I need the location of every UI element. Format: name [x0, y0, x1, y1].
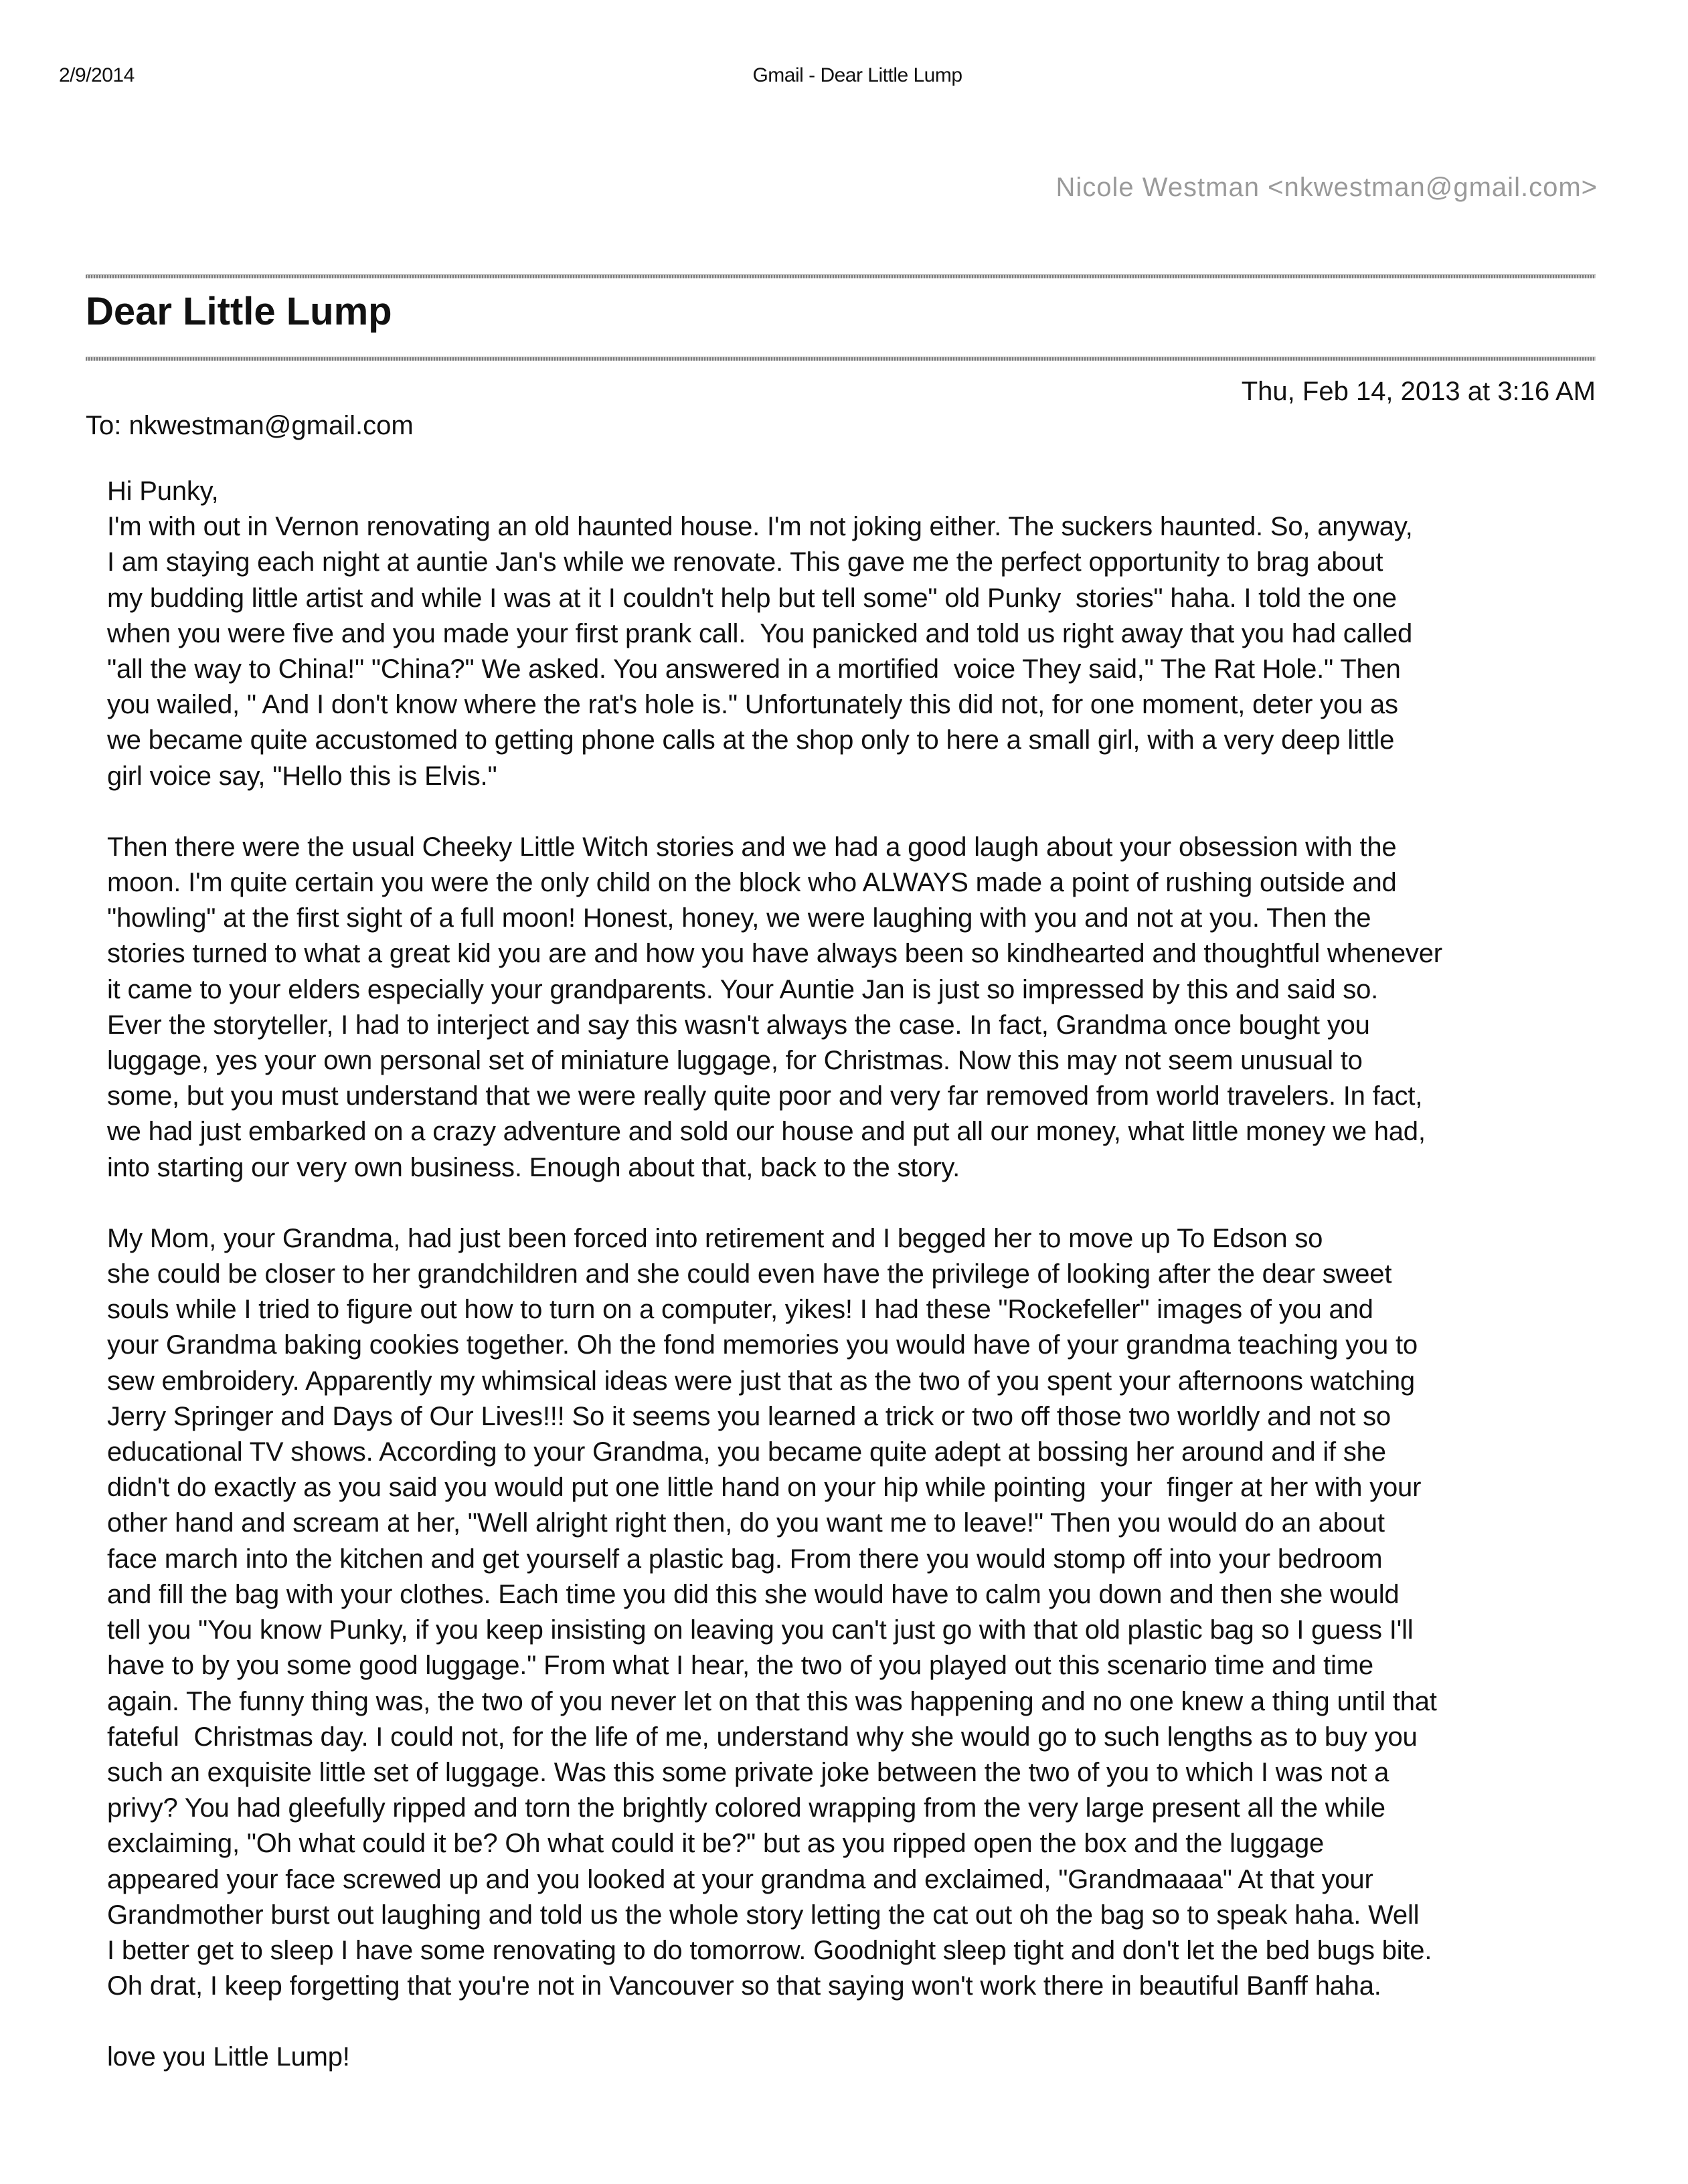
- body-line: again. The funny thing was, the two of you never let on that this was happening and no one knew a thing until that: [107, 1686, 1437, 1716]
- body-line: Oh drat, I keep forgetting that you're not in Vancouver so that saying won't work there in beautiful Banff haha.: [107, 1971, 1381, 2001]
- body-line: I better get to sleep I have some renovating to do tomorrow. Goodnight sleep tight and don't let the bed bugs bite.: [107, 1935, 1432, 1965]
- greeting: Hi Punky,: [107, 476, 219, 506]
- body-line: "all the way to China!" "China?" We asked. You answered in a mortified voice They said," The Rat Hole." Then: [107, 654, 1401, 685]
- divider-bottom: [86, 357, 1596, 361]
- body-line: privy? You had gleefully ripped and torn the brightly colored wrapping from the very large present all the while: [107, 1793, 1385, 1823]
- body-line: we had just embarked on a crazy adventure and sold our house and put all our money, what little money we had,: [107, 1117, 1426, 1147]
- body-line: when you were five and you made your first prank call. You panicked and told us right away that you had called: [107, 618, 1413, 648]
- body-line: stories turned to what a great kid you are and how you have always been so kindhearted and thoughtful whenever: [107, 939, 1442, 969]
- body-line: luggage, yes your own personal set of miniature luggage, for Christmas. Now this may not seem unusual to: [107, 1046, 1363, 1076]
- email-subject: Dear Little Lump: [86, 290, 392, 333]
- body-line: you wailed, " And I don't know where the rat's hole is." Unfortunately this did not, for one moment, deter you as: [107, 690, 1398, 720]
- body-line: appeared your face screwed up and you looked at your grandma and exclaimed, "Grandmaaaa" At that your: [107, 1864, 1373, 1894]
- body-line: girl voice say, "Hello this is Elvis.": [107, 761, 497, 791]
- body-line: moon. I'm quite certain you were the only child on the block who ALWAYS made a point of rushing outside and: [107, 868, 1397, 898]
- print-date: 2/9/2014: [59, 64, 135, 86]
- body-line: my budding little artist and while I was at it I couldn't help but tell some" old Punky stories" haha. I told the one: [107, 583, 1397, 613]
- paragraph: [107, 509, 1606, 794]
- account-sender: Nicole Westman <nkwestman@gmail.com>: [1056, 173, 1598, 202]
- body-line: sew embroidery. Apparently my whimsical ideas were just that as the two of you spent your afternoons watching: [107, 1366, 1415, 1396]
- body-line: tell you "You know Punky, if you keep insisting on leaving you can't just go with that old plastic bag so I guess I'll: [107, 1615, 1414, 1645]
- sent-timestamp: Thu, Feb 14, 2013 at 3:16 AM: [1241, 377, 1596, 406]
- body-line: into starting our very own business. Enough about that, back to the story.: [107, 1152, 960, 1182]
- body-line: some, but you must understand that we were really quite poor and very far removed from world travelers. In fact,: [107, 1081, 1423, 1111]
- divider-top: [86, 274, 1596, 278]
- body-line: we became quite accustomed to getting phone calls at the shop only to here a small girl, with a very deep little: [107, 725, 1395, 755]
- signoff: love you Little Lump!: [107, 2042, 350, 2072]
- body-line: fateful Christmas day. I could not, for the life of me, understand why she would go to such lengths as to buy you: [107, 1722, 1418, 1752]
- body-line: My Mom, your Grandma, had just been forced into retirement and I begged her to move up To Edson so: [107, 1223, 1323, 1253]
- body-line: I'm with out in Vernon renovating an old haunted house. I'm not joking either. The suckers haunted. So, anyway,: [107, 512, 1413, 542]
- body-line: other hand and scream at her, "Well alright right then, do you want me to leave!" Then you would do an about: [107, 1508, 1385, 1538]
- body-line: it came to your elders especially your grandparents. Your Auntie Jan is just so impressed by this and said so.: [107, 974, 1379, 1004]
- body-line: face march into the kitchen and get yourself a plastic bag. From there you would stomp off into your bedroom: [107, 1544, 1383, 1574]
- body-line: Then there were the usual Cheeky Little Witch stories and we had a good laugh about your obsession with the: [107, 832, 1397, 862]
- print-page-title: Gmail - Dear Little Lump: [752, 64, 962, 86]
- body-line: souls while I tried to figure out how to turn on a computer, yikes! I had these "Rockefeller" images of you and: [107, 1295, 1373, 1325]
- body-line: have to by you some good luggage." From what I hear, the two of you played out this scenario time and time: [107, 1651, 1373, 1681]
- print-header: [0, 64, 1688, 91]
- body-line: "howling" at the first sight of a full moon! Honest, honey, we were laughing with you and not at you. Then the: [107, 903, 1371, 933]
- body-line: and fill the bag with your clothes. Each time you did this she would have to calm you down and then she would: [107, 1579, 1400, 1609]
- recipient-line: To: nkwestman@gmail.com: [86, 411, 414, 440]
- body-line: such an exquisite little set of luggage. Was this some private joke between the two of you to which I was not a: [107, 1757, 1389, 1787]
- body-line: she could be closer to her grandchildren and she could even have the privilege of looking after the dear sweet: [107, 1259, 1392, 1289]
- body-line: educational TV shows. According to your Grandma, you became quite adept at bossing her around and if she: [107, 1437, 1386, 1467]
- body-line: your Grandma baking cookies together. Oh the fond memories you would have of your grandma teaching you to: [107, 1330, 1418, 1360]
- body-line: exclaiming, "Oh what could it be? Oh what could it be?" but as you ripped open the box and the luggage: [107, 1829, 1325, 1859]
- body-line: Grandmother burst out laughing and told us the whole story letting the cat out oh the bag so to speak haha. Well: [107, 1900, 1420, 1930]
- body-line: I am staying each night at auntie Jan's while we renovate. This gave me the perfect opportunity to brag about: [107, 547, 1383, 577]
- body-line: Jerry Springer and Days of Our Lives!!! So it seems you learned a trick or two off those two worldly and not so: [107, 1401, 1391, 1431]
- email-body: [107, 474, 1606, 2076]
- paragraph: [107, 1221, 1606, 2004]
- paragraph: [107, 830, 1606, 1186]
- body-line: didn't do exactly as you said you would put one little hand on your hip while pointing your finger at her with your: [107, 1473, 1422, 1503]
- body-line: Ever the storyteller, I had to interject and say this wasn't always the case. In fact, Grandma once bought you: [107, 1010, 1370, 1040]
